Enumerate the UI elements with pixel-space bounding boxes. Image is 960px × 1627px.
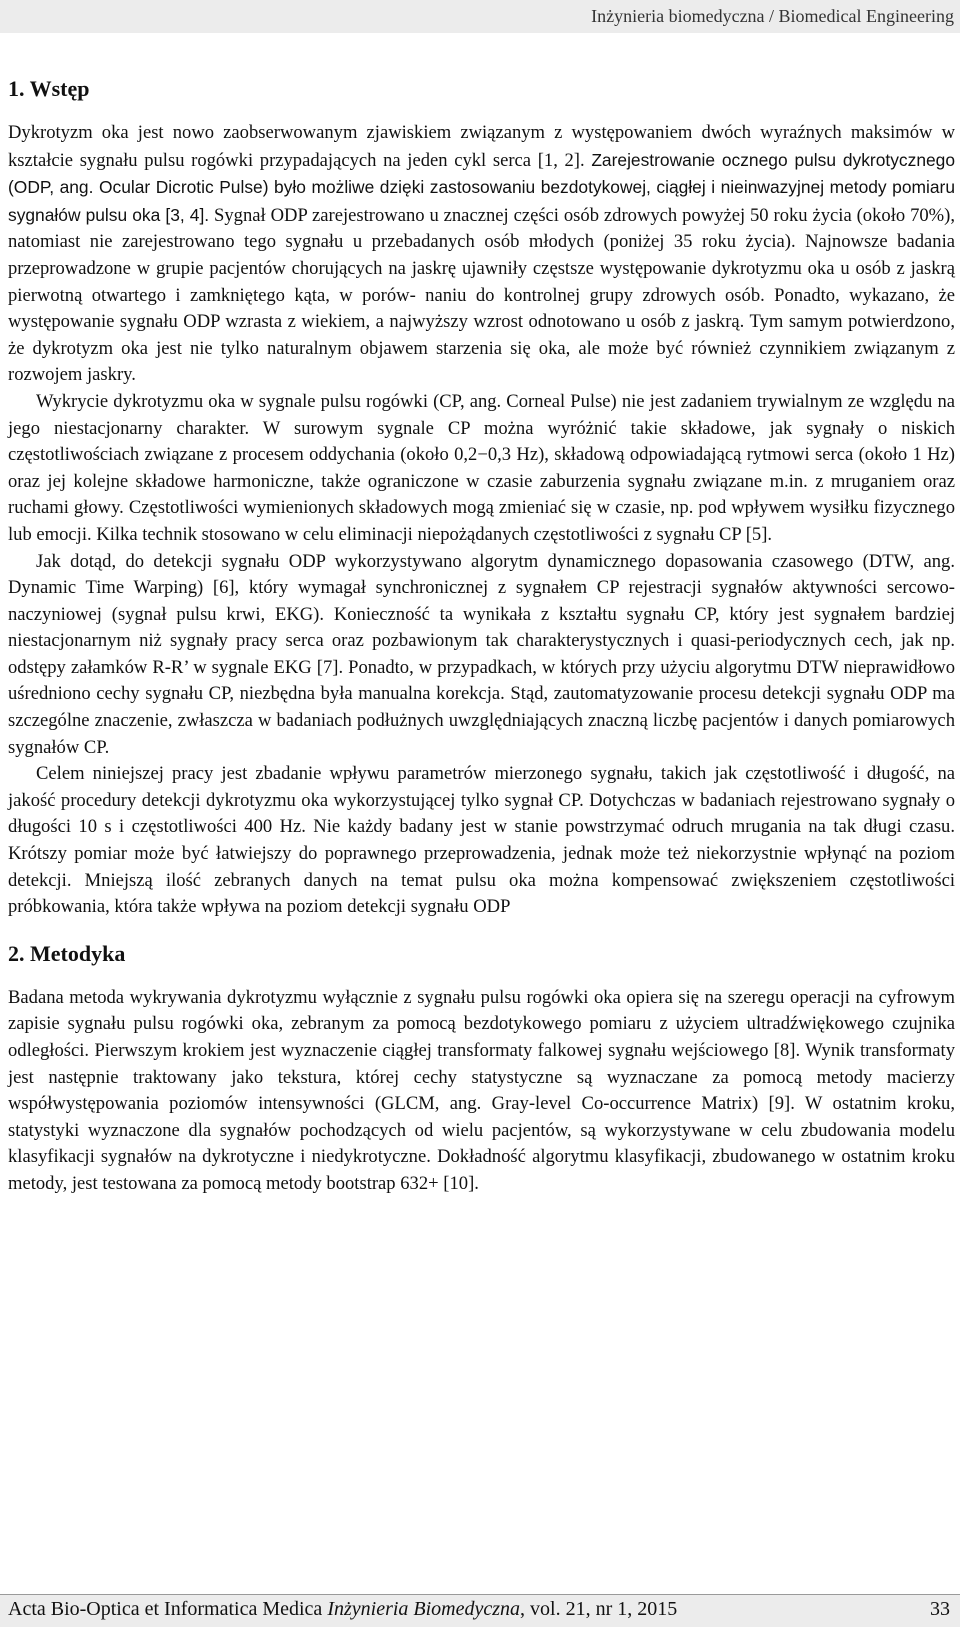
running-header [0,0,960,33]
intro-p1-part1: Dykrotyzm oka jest nowo zaobserwowanym zjawiskiem związanym z występowaniem dwóch wyraźnych maksimów w kształcie sygnału pulsu rogówki przypadających na jeden cykl serca [1, 2]. [8,122,955,171]
section-heading-intro: 1. Wstęp [8,76,90,101]
journal-name: Acta Bio-Optica et Informatica Medica [8,1598,328,1620]
page-number: 33 [930,1598,950,1620]
intro-paragraph-4: Celem niniejszej pracy jest zbadanie wpływu parametrów mierzonego sygnału, takich jak częstotliwość i długość, na jakość procedury detekcji dykrotyzmu oka wykorzystującej tylko sygnał CP. Dotychczas w badaniach rejestrowano sygnały o długości 10 s i częstotliwości 400 Hz. Nie każdy badany jest w stanie powstrzymać odruch mrugania na tak długi czasu. Krótszy pomiar może być łatwiejszy do poprawnego przeprowadzenia, jednak może też niekorzystnie wpłynąć na poziom detekcji. Mniejszą ilość zebranych danych na temat pulsu oka można kompensować zwiększeniem częstotliwości próbkowania, która także wpływa na poziom detekcji sygnału ODP [8,763,955,918]
methods-paragraph-1: Badana metoda wykrywania dykrotyzmu wyłącznie z sygnału pulsu rogówki oka opiera się na szeregu operacji na cyfrowym zapisie sygnału pulsu rogówki oka, zebranym za pomocą bezdotykowego pomiaru z użyciem ultradźwiękowego czujnika odległości. Pierwszym krokiem jest wyznaczenie ciągłej transformaty falkowej sygnału wejściowego [8]. Wynik transformaty jest następnie traktowany jako tekstura, której cechy statystyczne są wyznaczane za pomocą metody macierzy współwystępowania poziomów intensywności (GLCM, ang. Gray-level Co-occurrence Matrix) [9]. W ostatnim kroku, statystyki wyznaczone dla sygnałów pochodzących od wielu pacjentów, są wykorzystywane w celu zbudowania modelu klasyfikacji sygnałów na dykrotyczne i niedykrotyczne. Dokładność algorytmu klasyfikacji, zbudowanego w ostatnim kroku metody, jest testowana za pomocą metody bootstrap 632+ [10]. [8,986,955,1194]
page-footer [0,1594,960,1627]
intro-p1-part3: Sygnał ODP zarejestrowano u znacznej części osób zdrowych powyżej 50 roku życia (około 70%), natomiast nie zarejestrowano tego sygnału u przebadanych osób młodych (poniżej 35 roku życia). [8,204,955,253]
page-body [8,66,955,1198]
intro-paragraph-3: Jak dotąd, do detekcji sygnału ODP wykorzystywano algorytm dynamicznego dopasowania czasowego (DTW, ang. Dynamic Time Warping) [6], który wymagał synchronicznej z sygnałem CP rejestracji sygnałów aktywności sercowo-naczyniowej (sygnał pulsu krwi, EKG). Konieczność ta wynikała z kształtu sygnału CP, który jest sygnałem bardziej niestacjonarnym niż sygnały pracy serca oraz pozbawionym tak charakterystycznych i quasi-periodycznych cech, jak np. odstępy załamków R-R’ w sygnale EKG [7]. Ponadto, w przypadkach, w których przy użyciu algorytmu DTW nieprawidłowo uśredniono cechy sygnału CP, niezbędna była manualna korekcja. Stąd, zautomatyzowanie procesu detekcji sygnału ODP ma szczególne znaczenie, zwłaszcza w badaniach podłużnych uwzględniających znaczną liczbę pacjentów i danych pomiarowych sygnałów CP. [8,550,955,758]
intro-paragraph-2: Wykrycie dykrotyzmu oka w sygnale pulsu rogówki (CP, ang. Corneal Pulse) nie jest zadaniem trywialnym ze względu na jego niestacjonarny charakter. W surowym sygnale CP można wyróżnić takie składowe, jak sygnały o niskich częstotliwościach związane z procesem oddychania (około 0,2−0,3 Hz), składową odpowiadającą rytmowi serca (około 1 Hz) oraz jej kolejne składowe harmoniczne, także ograniczone w czasie zaburzenia sygnału związane m.in. z mruganiem oraz ruchami głowy. Częstotliwości wymienionych składowych mogą zmieniać się w czasie, np. pod wpływem wysiłku fizycznego lub emocji. Kilka technik stosowano w celu eliminacji niepożądanych częstotliwości z sygnału CP [5]. [8,390,955,545]
journal-citation [8,1598,677,1621]
journal-name-italic: Inżynieria Biomedyczna [327,1598,521,1620]
intro-p1-part4: Najnowsze badania przeprowadzone w grupie pacjentów chorujących na jaskrę ujawniły częstsze występowanie dykrotyzmu oka u osób z jaskrą pierwotną otwartego i zamkniętego kąta, w porów- naniu do kontrolnej grupy zdrowych osób. Ponadto, wykazano, że występowanie sygnału ODP wzrasta z wiekiem, a najwyższy wzrost odnotowano u osób z jaskrą. Tym samym potwierdzono, że dykrotyzm oka jest nie tylko naturalnym objawem starzenia się oka, ale może być również czynnikiem związanym z rozwojem jaskry. [8,231,955,386]
intro-paragraph-1 [8,120,955,389]
running-title: Inżynieria biomedyczna / Biomedical Engineering [591,6,954,26]
section-heading-methods: 2. Metodyka [8,940,126,966]
intro-p1-part2: Zarejestrowanie ocznego pulsu dykrotycznego (ODP, ang. Ocular Dicrotic Pulse) było możliwe dzięki zastosowaniu bezdotykowej, ciągłej i nieinwazyjnej metody pomiaru sygnałów pulsu oka [3, 4]. [8,149,956,225]
journal-volume: , vol. 21, nr 1, 2015 [520,1598,678,1620]
